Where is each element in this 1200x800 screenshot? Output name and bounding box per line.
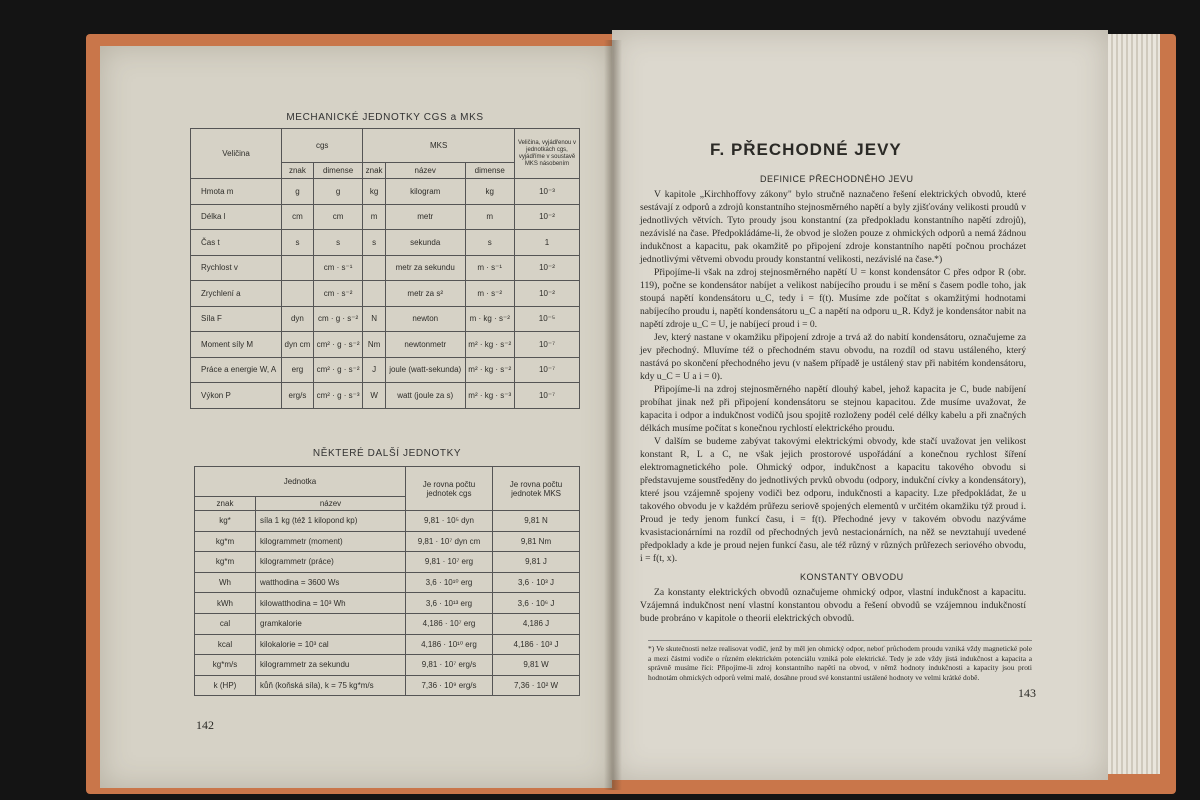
unit-name-cell: kůň (koňská síla), k = 75 kg*m/s: [256, 675, 406, 696]
mks-dimension-cell: m² · kg · s⁻³: [465, 383, 515, 409]
mks-name-cell: joule (watt-sekunda): [385, 357, 465, 383]
mech-table-caption: MECHANICKÉ JEDNOTKY CGS a MKS: [286, 112, 484, 123]
quantity-cell: Síla F: [191, 306, 282, 332]
mks-symbol-cell: s: [363, 230, 386, 256]
constants-text: [640, 586, 1026, 625]
factor-cell: 10⁻⁷: [515, 357, 580, 383]
paragraph-2: Připojíme-li však na zdroj stejnosměrného napětí U = konst kondensátor C přes odpor R (obr. 119), počne se kondensátor nabíjet a velikost nabíjecího proudu i se mění s časem podle toho, jak stoupá napětí kondensátoru u_C, tedy i = f(t). Musíme zde počítat s okamžitými hodnotami nabíjecího proudu i, napětí kondensátoru u_C a napětí na odporu u_R. Když je kondensátor nabit na napětí zdroje u_C = U, je nabíjecí proud i = 0.: [640, 267, 1026, 330]
cgs-dimension-cell: g: [313, 179, 362, 205]
unit-name-cell: kilogrammetr (práce): [256, 552, 406, 573]
paragraph-4: Připojíme-li na zdroj stejnosměrného napětí dlouhý kabel, jehož kapacita je C, bude nabíjení probíhat jinak než při připojení kondensátoru se stejnou kapacitou. Zde musíme uvažovat, že kapacita i odpor a indukčnost vodičů jsou spojitě rozloženy podél celé délky kabelu a při značných délkách musíme počítat s konečnou rychlostí elektrického proudu.: [640, 384, 1026, 434]
page-edges: [1108, 34, 1160, 774]
factor-cell: 10⁻⁵: [515, 306, 580, 332]
col-unit-name: název: [256, 497, 406, 511]
col-mks-name: název: [385, 163, 465, 179]
page-number-left: 142: [196, 718, 214, 732]
col-mks: MKS: [363, 129, 515, 163]
cgs-equiv-cell: 9,81 · 10⁷ erg: [406, 552, 493, 573]
mks-symbol-cell: Nm: [363, 332, 386, 358]
cgs-equiv-cell: 3,6 · 10¹³ erg: [406, 593, 493, 614]
cgs-symbol-cell: g: [282, 179, 314, 205]
table-row: [191, 332, 580, 358]
table-row: [195, 552, 580, 573]
unit-symbol-cell: kg*m: [195, 531, 256, 552]
footnote: *) Ve skutečnosti nelze realisovat vodič, jenž by měl jen ohmický odpor, neboť průchodem proudu vzniká vždy magnetické pole a mezi částmi vodiče o různém elektrickém potenciálu vzniká pole elektrické. Tedy je zde vždy jistá indukčnost a kapacita a správně musíme říci: Připojíme-li zdroj konstantního napětí na obvod, v němž hodnoty indukčnosti a kapacity jsou proti hodnotám ohmických odporů velmi malé, dosáhne proud své konstantní ustálené hodnoty ve velmi krátké době.: [648, 640, 1032, 682]
mks-equiv-cell: 4,186 · 10³ J: [493, 634, 580, 655]
cgs-equiv-cell: 4,186 · 10⁷ erg: [406, 613, 493, 634]
quantity-cell: Výkon P: [191, 383, 282, 409]
mks-symbol-cell: m: [363, 204, 386, 230]
col-cgs-symbol: znak: [282, 163, 314, 179]
cgs-dimension-cell: cm: [313, 204, 362, 230]
book-gutter: [604, 40, 622, 790]
col-cgs: cgs: [282, 129, 363, 163]
table-row: [191, 204, 580, 230]
unit-name-cell: kilokalorie = 10³ cal: [256, 634, 406, 655]
mks-dimension-cell: m · kg · s⁻²: [465, 306, 515, 332]
unit-name-cell: kilogrammetr (moment): [256, 531, 406, 552]
quantity-cell: Čas t: [191, 230, 282, 256]
mks-dimension-cell: kg: [465, 179, 515, 205]
table-row: [195, 531, 580, 552]
cgs-dimension-cell: s: [313, 230, 362, 256]
table-row: [191, 179, 580, 205]
unit-symbol-cell: k (HP): [195, 675, 256, 696]
mks-equiv-cell: 4,186 J: [493, 613, 580, 634]
unit-symbol-cell: cal: [195, 613, 256, 634]
cgs-symbol-cell: dyn: [282, 306, 314, 332]
cgs-dimension-cell: cm · g · s⁻²: [313, 306, 362, 332]
other-table-caption: NĚKTERÉ DALŠÍ JEDNOTKY: [312, 448, 462, 459]
unit-symbol-cell: kg*m/s: [195, 655, 256, 676]
mks-symbol-cell: N: [363, 306, 386, 332]
factor-cell: 10⁻²: [515, 281, 580, 307]
cgs-symbol-cell: s: [282, 230, 314, 256]
col-mks-dimension: dimense: [465, 163, 515, 179]
mks-symbol-cell: [363, 255, 386, 281]
page-number-right: 143: [1018, 686, 1036, 700]
mks-equiv-cell: 3,6 · 10³ J: [493, 572, 580, 593]
cgs-symbol-cell: erg/s: [282, 383, 314, 409]
table-row: [191, 306, 580, 332]
paragraph-5: V dalším se budeme zabývat takovými elektrickými obvody, kde stačí uvažovat jen velikost konstant R, L a C, ne však jejich prostorové uspořádání a konečnou rychlost šíření elektromagnetického pole. Ohmický odpor, indukčnost a kapacitu takového obvodu si představujeme soustředěny do jednotlivých prvků obvodu (odpory, indukční cívky a kondensátory), které jsou vzájemně spojeny vodiči bez odporu, indukčnosti a kapacity. Lze předpokládat, že u takového obvodu je v každém průřezu seriově spojených elementů v určitém okamžiku týž proud i. Proud je tedy jenom funkcí času, i = f(t). Přechodné jevy v takovém obvodu nazýváme kvasistacionárními na rozdíl od přechodných jevů nestacionárních, na něž se nevztahují uvedené předpoklady a kde je proud nejen funkcí času, ale též různý v různých průřezech seriového obvodu, i = f(t, x).: [640, 436, 1026, 564]
table-row: [195, 675, 580, 696]
quantity-cell: Zrychlení a: [191, 281, 282, 307]
paragraph-6: Za konstanty elektrických obvodů označujeme ohmický odpor, vlastní indukčnost a kapacitu. Vzájemná indukčnost není vlastní konstantou obvodu a řešení obvodů se vzájemnou indukčností bude probráno v kapitole o theorii elektrických obvodů.: [640, 587, 1026, 624]
quantity-cell: Hmota m: [191, 179, 282, 205]
quantity-cell: Délka l: [191, 204, 282, 230]
col-unit: Jednotka: [195, 467, 406, 497]
cgs-symbol-cell: dyn cm: [282, 332, 314, 358]
mks-equiv-cell: 9,81 Nm: [493, 531, 580, 552]
cgs-symbol-cell: cm: [282, 204, 314, 230]
col-mks-equiv: Je rovna počtu jednotek MKS: [493, 467, 580, 511]
cgs-equiv-cell: 4,186 · 10¹⁰ erg: [406, 634, 493, 655]
cgs-symbol-cell: erg: [282, 357, 314, 383]
col-factor: Veličina, vyjádřenou v jednotkách cgs, vyjádříme v soustavě MKS násobením: [515, 129, 580, 179]
mks-dimension-cell: s: [465, 230, 515, 256]
mks-symbol-cell: J: [363, 357, 386, 383]
mks-equiv-cell: 9,81 N: [493, 511, 580, 532]
table-row: [191, 255, 580, 281]
table-row: [191, 357, 580, 383]
paragraph-3: Jev, který nastane v okamžiku připojení zdroje a trvá až do nabití kondensátoru, označujeme za jev přechodný. Mluvíme též o přechodném stavu obvodu, na rozdíl od stavu ustáleného, který nastává po skončení přechodného jevu (v našem případě je ustálený stav při nabitém kondensátoru, kdy u_C = U a i = 0).: [640, 332, 1026, 382]
unit-name-cell: kilowatthodina = 10³ Wh: [256, 593, 406, 614]
main-text: [640, 188, 1026, 565]
table-row: [195, 634, 580, 655]
cgs-dimension-cell: cm · s⁻¹: [313, 255, 362, 281]
mks-name-cell: kilogram: [385, 179, 465, 205]
other-units-table: [194, 466, 580, 696]
table-row: [195, 655, 580, 676]
mks-name-cell: metr za sekundu: [385, 255, 465, 281]
mks-symbol-cell: [363, 281, 386, 307]
mks-name-cell: metr za s²: [385, 281, 465, 307]
mechanical-units-table: [190, 128, 580, 409]
mks-equiv-cell: 7,36 · 10² W: [493, 675, 580, 696]
cgs-equiv-cell: 7,36 · 10⁹ erg/s: [406, 675, 493, 696]
col-unit-symbol: znak: [195, 497, 256, 511]
unit-name-cell: gramkalorie: [256, 613, 406, 634]
mks-dimension-cell: m · s⁻²: [465, 281, 515, 307]
unit-symbol-cell: kcal: [195, 634, 256, 655]
table-row: [195, 613, 580, 634]
unit-name-cell: kilogrammetr za sekundu: [256, 655, 406, 676]
table-row: [195, 593, 580, 614]
mks-equiv-cell: 3,6 · 10⁶ J: [493, 593, 580, 614]
mks-dimension-cell: m² · kg · s⁻²: [465, 332, 515, 358]
factor-cell: 10⁻⁷: [515, 332, 580, 358]
table-row: [195, 511, 580, 532]
cgs-symbol-cell: [282, 255, 314, 281]
factor-cell: 10⁻²: [515, 204, 580, 230]
quantity-cell: Práce a energie W, A: [191, 357, 282, 383]
section-heading-constants: KONSTANTY OBVODU: [800, 572, 904, 582]
factor-cell: 10⁻²: [515, 255, 580, 281]
unit-name-cell: síla 1 kg (též 1 kilopond kp): [256, 511, 406, 532]
mks-name-cell: metr: [385, 204, 465, 230]
table-row: [191, 230, 580, 256]
factor-cell: 10⁻⁷: [515, 383, 580, 409]
col-cgs-equiv: Je rovna počtu jednotek cgs: [406, 467, 493, 511]
col-quantity: Veličina: [191, 129, 282, 179]
mks-name-cell: newtonmetr: [385, 332, 465, 358]
chapter-title: F. PŘECHODNÉ JEVY: [710, 140, 902, 159]
table-row: [191, 383, 580, 409]
col-cgs-dimension: dimense: [313, 163, 362, 179]
unit-symbol-cell: kg*: [195, 511, 256, 532]
cgs-equiv-cell: 9,81 · 10⁷ erg/s: [406, 655, 493, 676]
cgs-equiv-cell: 9,81 · 10⁵ dyn: [406, 511, 493, 532]
col-mks-symbol: znak: [363, 163, 386, 179]
cgs-equiv-cell: 3,6 · 10¹⁰ erg: [406, 572, 493, 593]
cgs-dimension-cell: cm² · g · s⁻²: [313, 332, 362, 358]
quantity-cell: Moment síly M: [191, 332, 282, 358]
quantity-cell: Rychlost v: [191, 255, 282, 281]
factor-cell: 10⁻³: [515, 179, 580, 205]
mks-name-cell: newton: [385, 306, 465, 332]
mks-equiv-cell: 9,81 W: [493, 655, 580, 676]
mks-equiv-cell: 9,81 J: [493, 552, 580, 573]
mks-symbol-cell: kg: [363, 179, 386, 205]
mks-name-cell: watt (joule za s): [385, 383, 465, 409]
unit-symbol-cell: Wh: [195, 572, 256, 593]
mks-dimension-cell: m: [465, 204, 515, 230]
mks-dimension-cell: m² · kg · s⁻²: [465, 357, 515, 383]
table-row: [191, 281, 580, 307]
cgs-symbol-cell: [282, 281, 314, 307]
section-heading-definition: DEFINICE PŘECHODNÉHO JEVU: [760, 174, 914, 184]
cgs-dimension-cell: cm · s⁻²: [313, 281, 362, 307]
mks-dimension-cell: m · s⁻¹: [465, 255, 515, 281]
paragraph-1: V kapitole „Kirchhoffovy zákony" bylo stručně naznačeno řešení elektrických obvodů, které sestávají z odporů a zdrojů konstantního stejnosměrného napětí a byly zjišťovány velikosti proudů v jednotlivých větvích. Tyto proudy jsou konstantní (za předpokladu konstantního napětí zdrojů), nezávislé na čase. Předpokládáme-li, že obvod je složen pouze z ohmických odporů a nemá žádnou indukčnost a kapacitu, pak okamžitě po připojení zdroje konstantního napětí počnou procházet jednotlivými větvemi obvodu proudy konstantní velikosti, nezávislé na čase.*): [640, 189, 1026, 265]
mks-symbol-cell: W: [363, 383, 386, 409]
unit-symbol-cell: kWh: [195, 593, 256, 614]
unit-name-cell: watthodina = 3600 Ws: [256, 572, 406, 593]
mks-name-cell: sekunda: [385, 230, 465, 256]
cgs-equiv-cell: 9,81 · 10⁷ dyn cm: [406, 531, 493, 552]
unit-symbol-cell: kg*m: [195, 552, 256, 573]
factor-cell: 1: [515, 230, 580, 256]
cgs-dimension-cell: cm² · g · s⁻³: [313, 383, 362, 409]
cgs-dimension-cell: cm² · g · s⁻²: [313, 357, 362, 383]
table-row: [195, 572, 580, 593]
